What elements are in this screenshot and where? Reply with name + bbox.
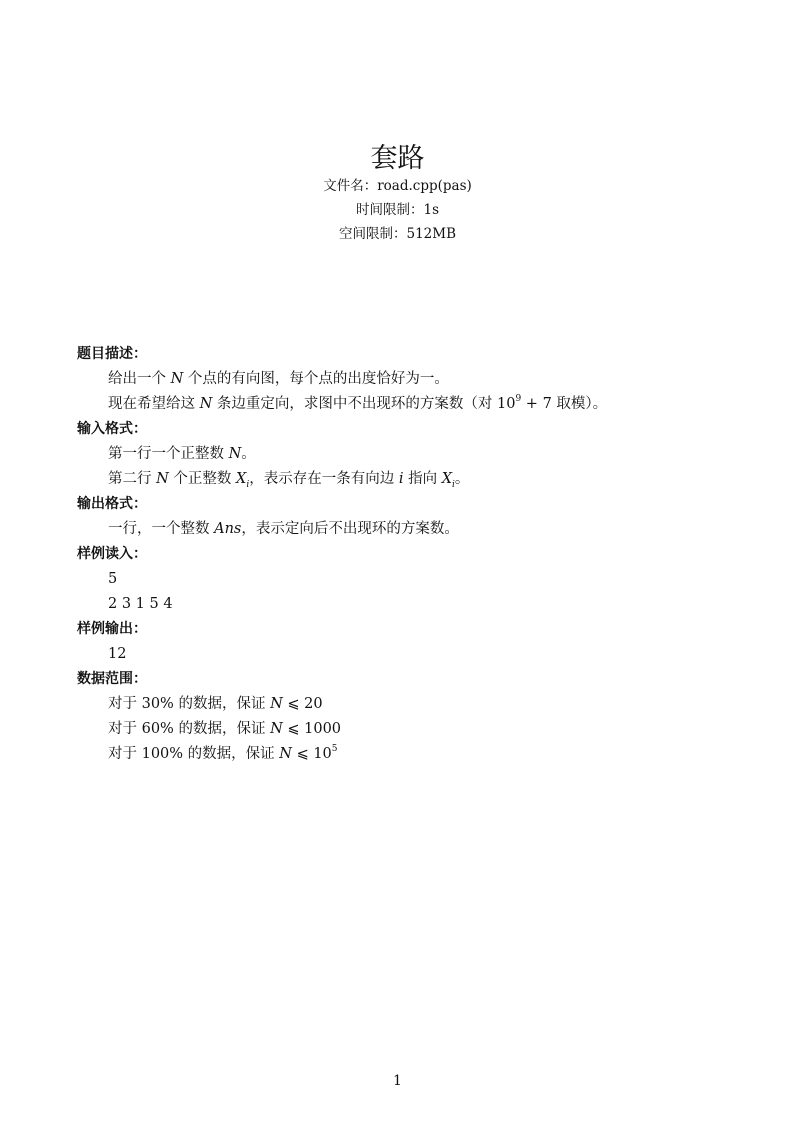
math-var: i [398,471,404,487]
text-segment: 现在希望给这 [108,396,200,412]
data-range-line-3 [77,742,717,767]
exponent: 9 [515,394,522,405]
math-var: N [270,721,283,737]
text-segment: ⩽ 1000 [282,721,342,737]
text-segment: 条边重定向，求图中不出现环的方案数（对 10 [212,396,516,412]
problem-body [77,342,717,767]
math-var: N [170,371,184,387]
text-segment: 对于 60% 的数据，保证 [108,721,271,737]
text-segment: 第二行 [108,471,157,487]
text-segment: + 7 取模）。 [521,396,608,412]
data-range-line-1 [77,692,717,717]
output-format-line-1 [77,517,717,542]
text-segment: 个正整数 [168,471,237,487]
text-segment: 。 [454,471,470,487]
text-segment: 给出一个 [108,371,171,387]
math-var: X [441,471,453,487]
text-segment: 指向 [403,471,442,487]
subscript: i [452,479,455,490]
sample-output-heading: 样例输出： [77,621,147,637]
page-number: 1 [393,1073,402,1089]
text-segment: 对于 100% 的数据，保证 [108,746,280,762]
memory-limit-line: 空间限制：512MB [338,226,456,242]
subscript: i [246,479,250,490]
math-var: N [270,696,283,712]
filename-line: 文件名：road.cpp(pas) [323,178,472,194]
description-line-2 [77,392,717,417]
output-format-heading: 输出格式： [77,496,147,512]
text-segment: ，表示定向后不出现环的方案数。 [241,521,459,537]
math-var: X [236,471,247,487]
input-format-heading: 输入格式： [77,421,147,437]
math-var: Ans [214,521,242,537]
text-segment: 。 [241,446,256,462]
description-heading: 题目描述： [77,346,147,362]
text-segment: ，表示存在一条有向边 [249,471,399,487]
data-range-line-2 [77,717,717,742]
text-segment: 一行，一个整数 [108,521,215,537]
sample-output-line-1: 12 [108,646,127,662]
text-segment: 个点的有向图，每个点的出度恰好为一。 [183,371,449,387]
text-segment: 对于 30% 的数据，保证 [108,696,271,712]
sample-input-line-2: 2 3 1 5 4 [108,596,173,612]
text-segment: 第一行一个正整数 [108,446,229,462]
text-segment: ⩽ 20 [282,696,323,712]
time-limit-line: 时间限制：1s [355,202,440,218]
math-var: N [156,471,169,487]
input-format-line-1 [77,442,717,467]
problem-title: 套路 [370,143,425,174]
data-range-heading: 数据范围： [77,671,147,687]
description-line-1 [77,367,717,392]
math-var: N [279,746,292,762]
math-var: N [228,446,242,462]
exponent: 5 [331,744,338,755]
math-var: N [199,396,213,412]
text-segment: ⩽ 10 [291,746,332,762]
sample-input-heading: 样例读入： [77,546,147,562]
sample-input-line-1: 5 [108,571,118,587]
input-format-line-2 [77,467,717,492]
